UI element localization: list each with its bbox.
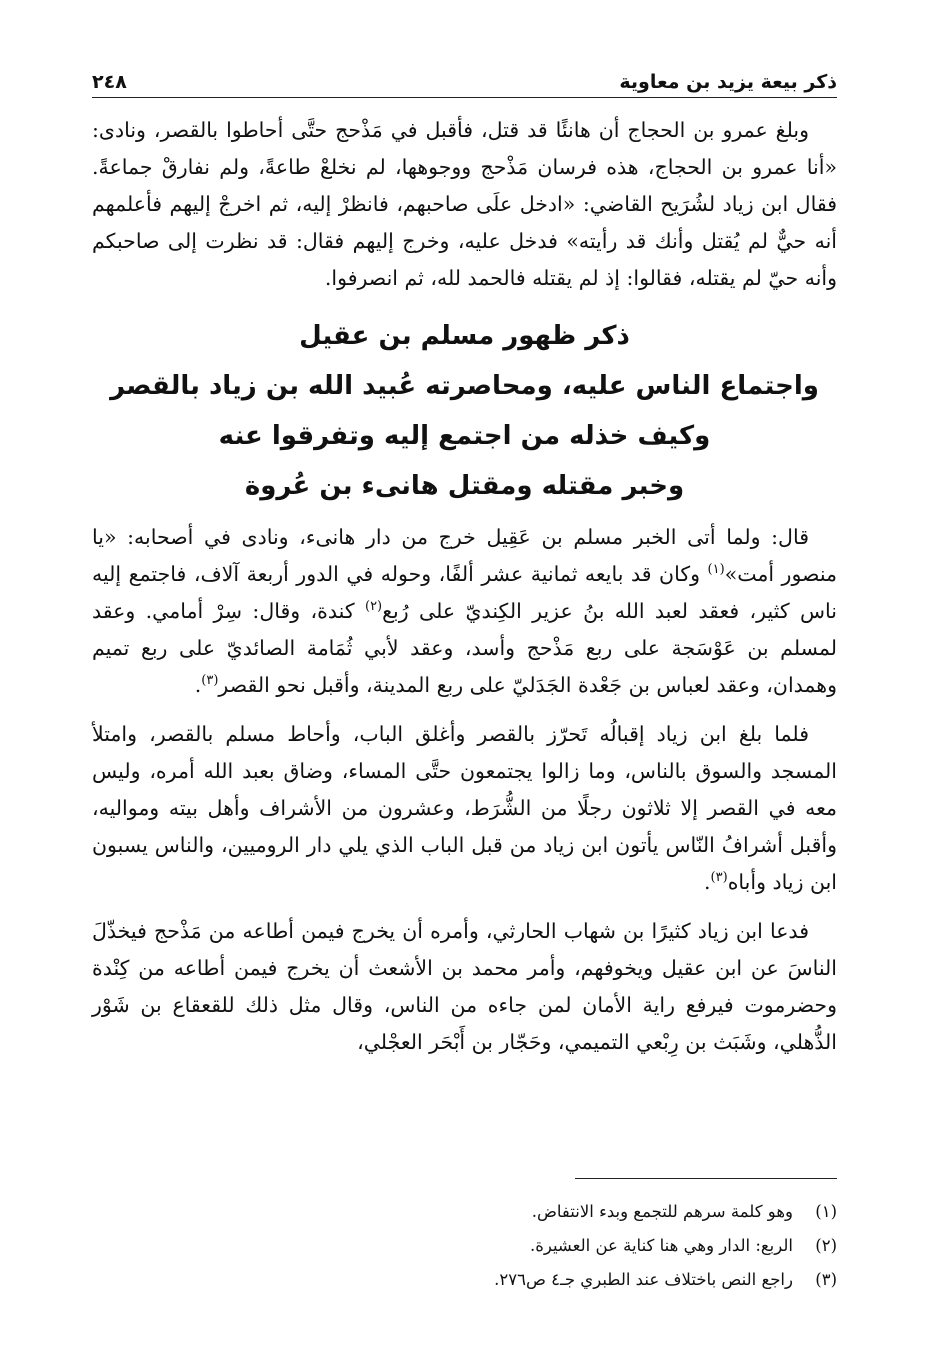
footnote-divider: [575, 1178, 837, 1179]
heading-line-3: وكيف خذله من اجتمع إليه وتفرقوا عنه: [218, 421, 711, 451]
paragraph-3-part-b: .: [704, 870, 711, 894]
section-heading: [92, 311, 837, 511]
footnote-number: (٣): [815, 1270, 837, 1289]
heading-line-4: وخبر مقتله ومقتل هانىء بن عُروة: [244, 471, 685, 501]
heading-line-2: واجتماع الناس عليه، ومحاصرته عُبيد الله بن زياد بالقصر: [110, 371, 819, 401]
paragraph-2-part-a: قال: ولما أتى الخبر مسلم بن عَقِيل خرج من دار هانىء، ونادى في أصحابه: «يا منصور أمت»: [92, 525, 837, 586]
paragraph-4: فدعا ابن زياد كثيرًا بن شهاب الحارثي، وأمره أن يخرج فيمن أطاعه من مَذْحج فيخذّلَ الناسَ عن ابن عقيل ويخوفهم، وأمر محمد بن الأشعث أن يخرج فيمن أطاعه من كِنْدة وحضرموت فيرفع راية الأمان لمن جاءه من الناس، وقال مثل ذلك للقعقاع بن شَوْر الذُّهلي، وشَبَث بن رِبْعي التميمي، وحَجّار بن أَبْحَر العجْلي،: [92, 919, 837, 1054]
book-page: [92, 60, 837, 1350]
heading-line-1: ذكر ظهور مسلم بن عقيل: [299, 321, 630, 351]
running-title: ذكر بيعة يزيد بن معاوية: [619, 71, 837, 93]
paragraph-2-part-b: وكان قد بايعه ثمانية عشر ألفًا، وحوله في الدور أربعة آلاف، فاجتمع إليه ناس كثير، فعقد لعبد الله بنُ عزير الكِنديّ على رُبع: [92, 562, 837, 623]
footnotes: [92, 1195, 837, 1297]
footnote-ref-3b[interactable]: (٣): [710, 870, 728, 886]
paragraph-3: [92, 716, 837, 901]
footnote-number: (١): [815, 1202, 837, 1221]
running-header: [92, 60, 837, 98]
footnote-ref-3[interactable]: (٣): [201, 673, 219, 689]
footnote-2: [92, 1229, 837, 1263]
footnote-ref-2[interactable]: (٢): [364, 599, 383, 615]
footnote-3: [92, 1263, 837, 1297]
footnote-text: وهو كلمة سرهم للتجمع وبدء الانتفاض.: [531, 1202, 793, 1221]
footnote-number: (٢): [815, 1236, 837, 1255]
paragraph-1: وبلغ عمرو بن الحجاج أن هانئًا قد قتل، فأقبل في مَذْحج حتَّى أحاطوا بالقصر، ونادى: «أنا عمرو بن الحجاج، هذه فرسان مَذْحج ووجوهها، لم نخلعْ طاعةً، ولم نفارقْ جماعةً. فقال ابن زياد لشُرَيح القاضي: «ادخل علَى صاحبهم، فانظرْ إليه، ثم اخرجْ إليهم فأعلمهم أنه حيٌّ لم يُقتل وأنك قد رأيته» فدخل عليه، وخرج إليهم فقال: قد نظرت إلى صاحبكم وأنه حيّ لم يقتله، فقالوا: إذ لم يقتله فالحمد لله، ثم انصرفوا.: [92, 118, 837, 290]
paragraph-2-part-d: .: [194, 673, 202, 697]
footnote-ref-1[interactable]: (١): [707, 562, 725, 578]
page-number: ٢٤٨: [92, 71, 127, 93]
footnote-text: الربع: الدار وهي هنا كناية عن العشيرة.: [529, 1236, 793, 1255]
footnote-text: راجع النص باختلاف عند الطبري جـ٤ ص٢٧٦.: [494, 1270, 793, 1289]
paragraph-2: [92, 519, 837, 704]
paragraph-2-part-c: كندة، وقال: سِرْ أمامي. وعقد لمسلم بن عَوْسَجة على ربع مَذْحج وأسد، وعقد لأبي ثُمَامة الصائديّ على ربع تميم وهمدان، وعقد لعباس بن جَعْدة الجَدَليّ على ربع المدينة، وأقبل نحو القصر: [92, 599, 837, 697]
paragraph-3-part-a: فلما بلغ ابن زياد إقبالُه تَحرّز بالقصر وأغلق الباب، وأحاط مسلم بالقصر، وامتلأ المسجد والسوق بالناس، وما زالوا يجتمعون حتَّى المساء، وضاق بعبد الله أمره، وليس معه في القصر إلا ثلاثون رجلًا من الشُّرَط، وعشرون من الأشراف وأهل بيته ومواليه، وأقبل أشرافُ النّاس يأتون ابن زياد من قبل الباب الذي يلي دار الروميين، والناس يسبون ابن زياد وأباه: [92, 722, 837, 894]
footnote-1: [92, 1195, 837, 1229]
